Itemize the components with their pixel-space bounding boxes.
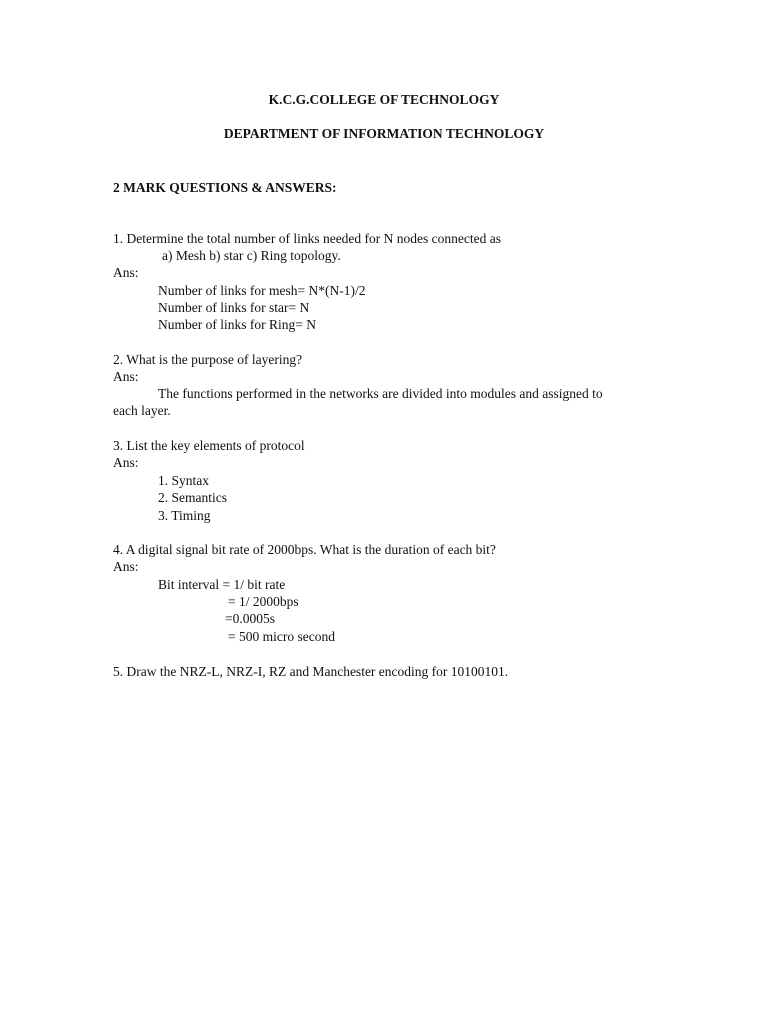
answer-1-line-1: Number of links for mesh= N*(N-1)/2 (158, 283, 366, 298)
answer-4-line-1: Bit interval = 1/ bit rate (158, 577, 286, 592)
question-3: 3. List the key elements of protocol (113, 438, 305, 453)
answer-4-line-4: = 500 micro second (228, 629, 335, 644)
question-1-options: a) Mesh b) star c) Ring topology. (162, 248, 341, 263)
answer-label-1: Ans: (113, 265, 139, 280)
department-title: DEPARTMENT OF INFORMATION TECHNOLOGY (223, 126, 545, 141)
answer-label-3: Ans: (113, 455, 139, 470)
answer-3-line-3: 3. Timing (158, 508, 211, 523)
answer-3-line-1: 1. Syntax (158, 473, 210, 488)
answer-3-line-2: 2. Semantics (158, 490, 227, 505)
question-2: 2. What is the purpose of layering? (113, 352, 303, 367)
answer-2-line-2: each layer. (113, 403, 171, 418)
answer-2-line-1: The functions performed in the networks are divided into modules and assigned to (158, 386, 603, 401)
answer-1-line-2: Number of links for star= N (158, 300, 310, 315)
question-4: 4. A digital signal bit rate of 2000bps. What is the duration of each bit? (113, 542, 496, 557)
answer-label-2: Ans: (113, 369, 139, 384)
answer-label-4: Ans: (113, 559, 139, 574)
college-title: K.C.G.COLLEGE OF TECHNOLOGY (268, 92, 500, 107)
answer-1-line-3: Number of links for Ring= N (158, 317, 316, 332)
section-title: 2 MARK QUESTIONS & ANSWERS: (113, 180, 337, 195)
question-5: 5. Draw the NRZ-L, NRZ-I, RZ and Manchester encoding for 10100101. (113, 664, 509, 679)
answer-4-line-2: = 1/ 2000bps (228, 594, 299, 609)
answer-4-line-3: =0.0005s (225, 611, 275, 626)
question-1: 1. Determine the total number of links needed for N nodes connected as (113, 231, 501, 246)
